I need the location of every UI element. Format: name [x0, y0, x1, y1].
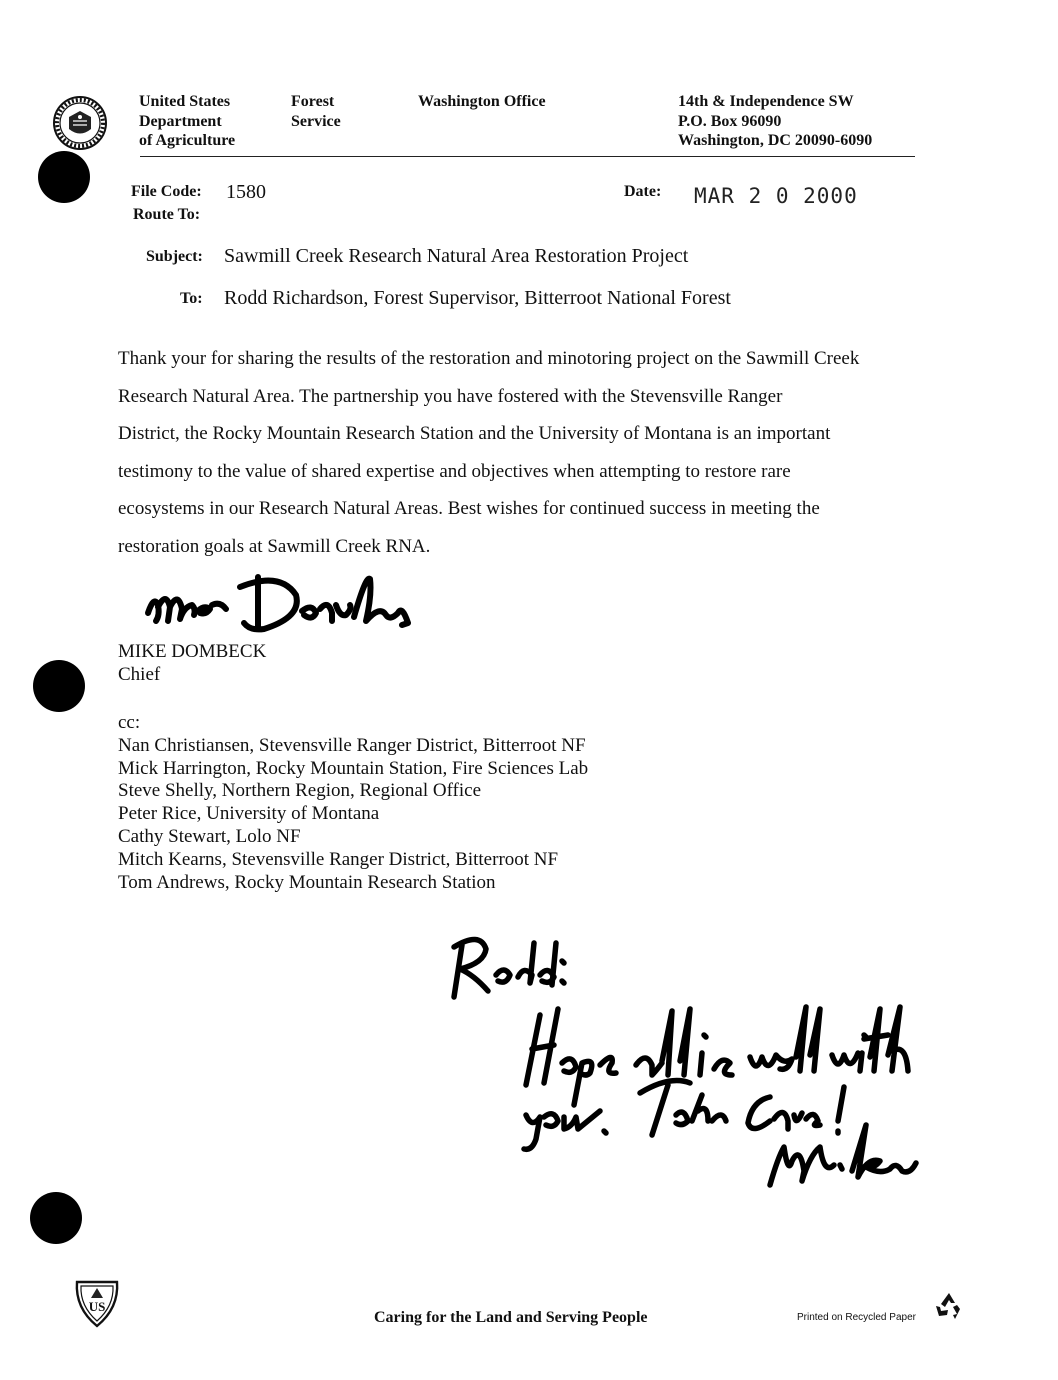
- to-value: Rodd Richardson, Forest Supervisor, Bitterroot National Forest: [224, 287, 731, 309]
- dept-line-2: Department: [139, 112, 222, 130]
- route-to-label: Route To:: [133, 206, 201, 223]
- cc-recipient: Nan Christiansen, Stevensville Ranger District, Bitterroot NF: [118, 734, 586, 756]
- recycle-icon: [933, 1290, 965, 1322]
- letterhead-address: [678, 92, 872, 151]
- cc-recipient: Cathy Stewart, Lolo NF: [118, 825, 301, 847]
- letter-body: [118, 340, 918, 566]
- handwritten-note: [440, 925, 950, 1195]
- cc-recipient: Tom Andrews, Rocky Mountain Research Station: [118, 871, 496, 893]
- body-line: District, the Rocky Mountain Research Station and the University of Montana is an important: [118, 423, 831, 445]
- cc-list: [118, 712, 588, 894]
- cc-label: cc:: [118, 712, 141, 733]
- subject-label: Subject:: [146, 248, 203, 265]
- body-line: Research Natural Area. The partnership you have fostered with the Stevensville Ranger: [118, 385, 783, 407]
- service-line-1: Forest: [291, 93, 335, 110]
- footer-motto: Caring for the Land and Serving People: [374, 1309, 648, 1326]
- address-line-3: Washington, DC 20090-6090: [678, 132, 873, 149]
- subject-value: Sawmill Creek Research Natural Area Restoration Project: [224, 245, 689, 267]
- letterhead-office: [418, 92, 546, 112]
- body-line: restoration goals at Sawmill Creek RNA.: [118, 535, 431, 557]
- address-line-2: P.O. Box 96090: [678, 112, 782, 130]
- letterhead-service: [291, 92, 341, 131]
- dept-line-3: of Agriculture: [139, 132, 236, 149]
- letterhead-department: [139, 92, 235, 151]
- cc-recipient: Mitch Kearns, Stevensville Ranger District, Bitterroot NF: [118, 848, 559, 870]
- punch-hole-2: [33, 660, 85, 712]
- address-line-1: 14th & Independence SW: [678, 93, 854, 110]
- signer-title: Chief: [118, 664, 161, 685]
- date-stamp: MAR 2 0 2000: [694, 184, 858, 208]
- cc-recipient: Mick Harrington, Rocky Mountain Station, Fire Sciences Lab: [118, 757, 589, 779]
- body-line: ecosystems in our Research Natural Areas. Best wishes for continued success in meeting the: [118, 498, 820, 520]
- file-code-label: File Code:: [131, 183, 202, 200]
- recycled-paper-note: Printed on Recycled Paper: [797, 1312, 916, 1323]
- file-code-value: 1580: [226, 181, 266, 203]
- cc-recipient: Peter Rice, University of Montana: [118, 803, 380, 825]
- handwritten-signature: [140, 565, 420, 645]
- punch-hole-1: [38, 151, 90, 203]
- punch-hole-3: [30, 1192, 82, 1244]
- usda-seal-icon: [52, 95, 108, 151]
- forest-service-shield-icon: [73, 1278, 121, 1328]
- date-label: Date:: [624, 183, 662, 200]
- dept-line-1: United States: [139, 93, 231, 110]
- office-name: Washington Office: [418, 93, 546, 110]
- to-label: To:: [180, 290, 203, 307]
- service-line-2: Service: [291, 112, 341, 130]
- shield-text: US: [88, 1299, 106, 1314]
- signer-name: MIKE DOMBECK: [118, 641, 267, 662]
- body-line: testimony to the value of shared expertise and objectives when attempting to restore rare: [118, 460, 791, 482]
- cc-recipient: Steve Shelly, Northern Region, Regional Office: [118, 780, 482, 802]
- body-line: Thank your for sharing the results of the restoration and minotoring project on the Sawmill Creek: [118, 348, 860, 369]
- letterhead-divider: [140, 156, 915, 157]
